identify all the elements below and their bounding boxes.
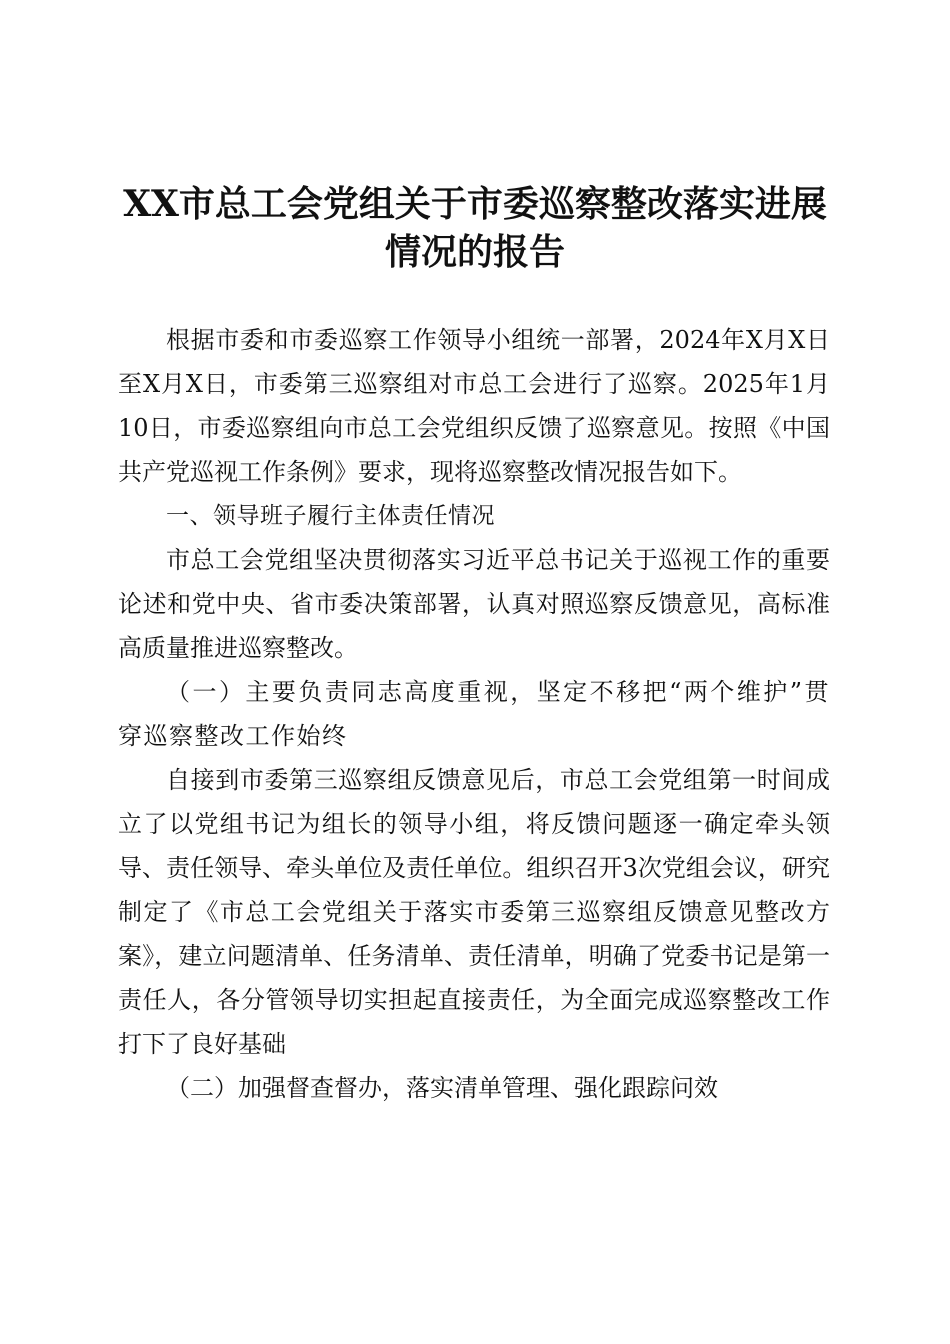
document-title <box>110 180 840 276</box>
subsection-2-heading: （二）加强督查督办，落实清单管理、强化跟踪问效 <box>166 1074 718 1102</box>
intro-paragraph: 根据市委和市委巡察工作领导小组统一部署，2024年X月X日至X月X日，市委第三巡察组对市总工会进行了巡察。2025年1月10日，市委巡察组向市总工会党组织反馈了巡察意见。按照《中国共产党巡视工作条例》要求，现将巡察整改情况报告如下。 <box>118 326 830 486</box>
section-1-paragraph: 市总工会党组坚决贯彻落实习近平总书记关于巡视工作的重要论述和党中央、省市委决策部署，认真对照巡察反馈意见，高标准高质量推进巡察整改。 <box>118 546 830 662</box>
subsection-1-heading: （一）主要负责同志高度重视，坚定不移把“两个维护”贯穿巡察整改工作始终 <box>118 678 830 750</box>
section-1-heading: 一、领导班子履行主体责任情况 <box>166 503 495 529</box>
title-line-1: XX市总工会党组关于市委巡察整改落实进展 <box>123 183 827 225</box>
title-line-2: 情况的报告 <box>384 231 565 273</box>
document-body <box>118 318 830 1110</box>
subsection-1-paragraph: 自接到市委第三巡察组反馈意见后，市总工会党组第一时间成立了以党组书记为组长的领导小组，将反馈问题逐一确定牵头领导、责任领导、牵头单位及责任单位。组织召开3次党组会议，研究制定了《市总工会党组关于落实市委第三巡察组反馈意见整改方案》，建立问题清单、任务清单、责任清单，明确了党委书记是第一责任人，各分管领导切实担起直接责任，为全面完成巡察整改工作打下了良好基础 <box>118 766 830 1058</box>
